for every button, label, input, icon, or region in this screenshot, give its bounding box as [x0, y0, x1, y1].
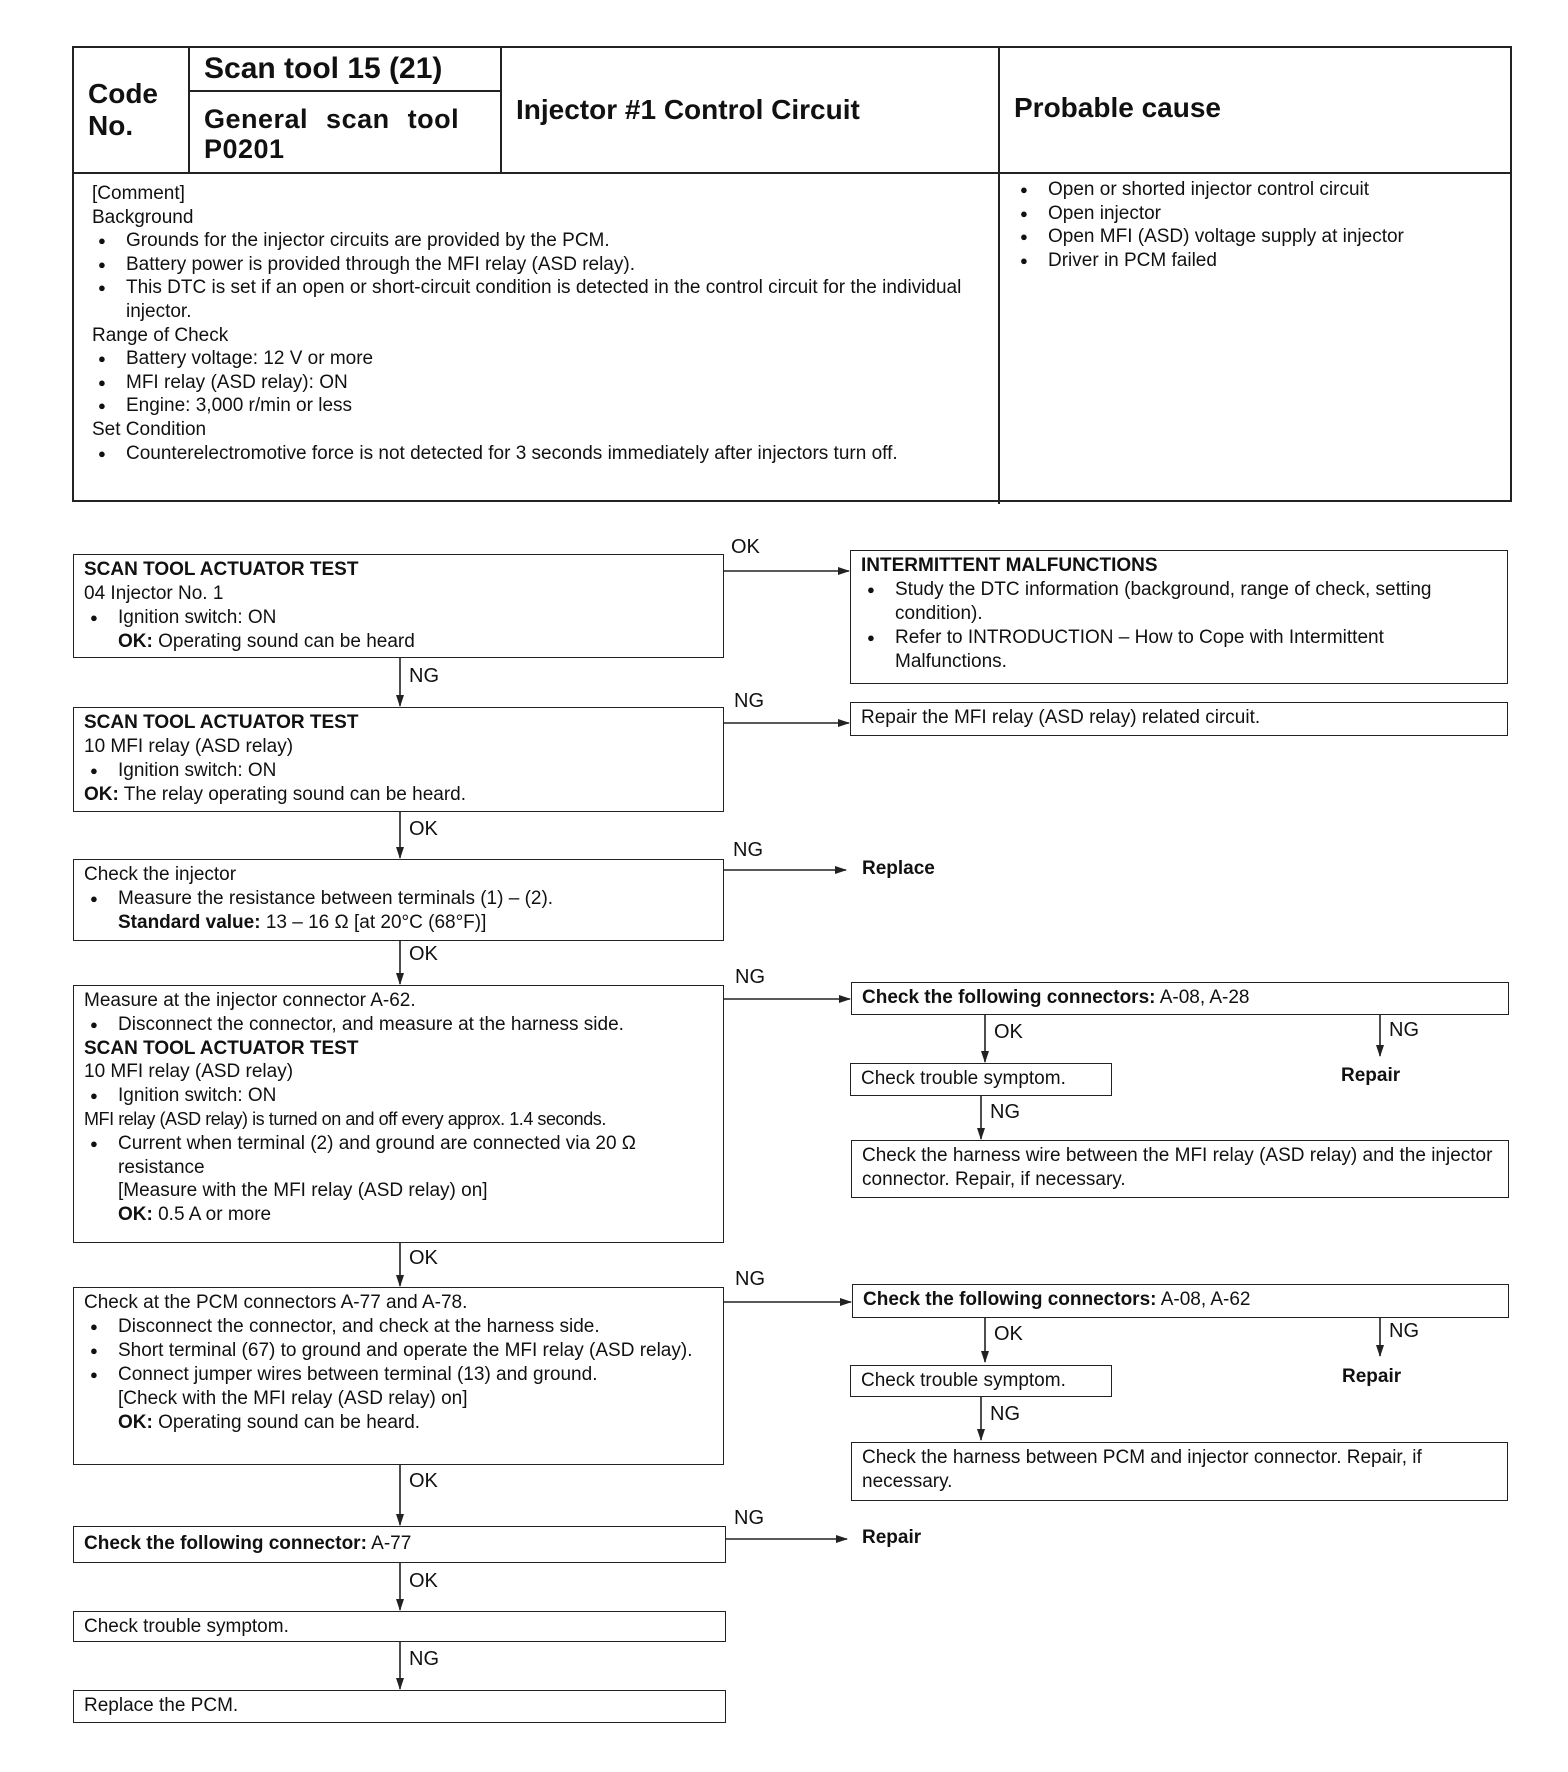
step-note: [Check with the MFI relay (ASD relay) on] — [118, 1388, 468, 1409]
replace-pcm-text: Replace the PCM. — [84, 1695, 239, 1716]
label-ok: OK — [994, 1021, 1023, 1043]
step-bullet: ● Ignition switch: ON — [84, 1084, 713, 1108]
label-ng: NG — [990, 1403, 1020, 1425]
standard-value — [84, 911, 713, 935]
step-title: SCAN TOOL ACTUATOR TEST — [84, 1037, 359, 1059]
symptom-text: Check trouble symptom. — [861, 1068, 1066, 1089]
page-title: Injector #1 Control Circuit — [516, 94, 860, 125]
intermittent-item: ● Refer to INTRODUCTION – How to Cope with Intermittent Malfunctions. — [861, 626, 1495, 674]
intermittent-malfunctions-box — [850, 550, 1508, 684]
repair-text: Repair — [1342, 1366, 1402, 1387]
check-connectors-label: Check the following connectors: — [863, 1289, 1157, 1310]
step-line: MFI relay (ASD relay) is turned on and off every approx. 1.4 seconds. — [84, 1108, 606, 1129]
ok-label: OK: — [84, 784, 119, 805]
step-line: 04 Injector No. 1 — [84, 583, 224, 604]
label-ng: NG — [733, 839, 763, 861]
label-ng: NG — [735, 1268, 765, 1290]
ok-label: OK: — [118, 1412, 153, 1433]
set-condition-item: ● Counterelectromotive force is not detected for 3 seconds immediately after injectors turn off. — [92, 442, 992, 466]
step-line: 10 MFI relay (ASD relay) — [84, 1061, 294, 1083]
intermittent-title: INTERMITTENT MALFUNCTIONS — [861, 555, 1158, 576]
ok-label: OK: — [118, 631, 153, 652]
ok-text: 0.5 A or more — [158, 1204, 272, 1226]
probable-cause-item: ● Open MFI (ASD) voltage supply at injector — [1014, 225, 1504, 249]
repair-text: Repair the MFI relay (ASD relay) related circuit. — [861, 707, 1261, 728]
step-check-pcm-connectors — [73, 1287, 724, 1465]
ok-text: Operating sound can be heard. — [158, 1412, 421, 1433]
check-connectors-a08-a28 — [851, 982, 1509, 1015]
replace-injector-text: Replace — [862, 858, 935, 879]
probable-cause-item: ● Driver in PCM failed — [1014, 249, 1504, 273]
probable-cause-title: Probable cause — [1014, 92, 1221, 123]
ok-label: OK: — [118, 1204, 153, 1226]
step-bullet: ● Connect jumper wires between terminal (13) and ground. — [84, 1363, 713, 1387]
step-replace-pcm — [73, 1690, 726, 1723]
intermittent-item: ● Study the DTC information (background, range of check, setting condition). — [861, 578, 1495, 626]
label-ok: OK — [409, 1470, 438, 1492]
probable-cause-item: ● Open or shorted injector control circuit — [1014, 178, 1504, 202]
symptom-text: Check trouble symptom. — [861, 1370, 1066, 1391]
probable-cause-item: ● Open injector — [1014, 202, 1504, 226]
label-ng: NG — [1389, 1019, 1419, 1041]
step-bullet: ● Disconnect the connector, and measure at the harness side. — [84, 1013, 713, 1037]
range-item: ● Engine: 3,000 r/min or less — [92, 394, 992, 418]
step-bullet: ● Measure the resistance between terminals (1) – (2). — [84, 887, 713, 911]
harness-text: Check the harness wire between the MFI relay (ASD relay) and the injector connector. Repair, if necessary. — [862, 1145, 1493, 1190]
step-scan-tool-injector-test — [73, 554, 724, 658]
ok-text: The relay operating sound can be heard. — [123, 784, 466, 805]
code-no-label: Code No. — [88, 78, 158, 141]
background-label: Background — [92, 206, 194, 228]
step-bullet: ● Short terminal (67) to ground and operate the MFI relay (ASD relay). — [84, 1339, 713, 1363]
label-ng: NG — [409, 1648, 439, 1670]
step-bullet: ● Disconnect the connector, and check at the harness side. — [84, 1315, 713, 1339]
standard-value-label: Standard value: — [118, 912, 261, 933]
background-item: ● This DTC is set if an open or short-circuit condition is detected in the control circuit for the individual injector. — [92, 276, 992, 323]
comment-label: [Comment] — [92, 183, 185, 204]
background-item: ● Grounds for the injector circuits are provided by the PCM. — [92, 229, 992, 253]
step-title: SCAN TOOL ACTUATOR TEST — [84, 559, 359, 580]
label-ok: OK — [994, 1323, 1023, 1345]
step-ok-criteria — [84, 630, 713, 654]
label-ng: NG — [1389, 1320, 1419, 1342]
check-trouble-symptom-a — [850, 1063, 1112, 1096]
step-title: SCAN TOOL ACTUATOR TEST — [84, 712, 359, 733]
step-title: Check the injector — [84, 864, 237, 885]
check-connector-label: Check the following connector: — [84, 1533, 367, 1554]
scan-tool-code: Scan tool 15 (21) — [204, 52, 443, 85]
range-item: ● Battery voltage: 12 V or more — [92, 347, 992, 371]
check-connectors-value: A-08, A-62 — [1160, 1289, 1251, 1310]
label-ng: NG — [409, 665, 439, 687]
label-ok: OK — [409, 1247, 438, 1269]
repair-text: Repair — [862, 1527, 922, 1548]
symptom-text: Check trouble symptom. — [84, 1616, 289, 1637]
ok-text: Operating sound can be heard — [158, 631, 415, 652]
step-line: 10 MFI relay (ASD relay) — [84, 736, 294, 757]
range-item: ● MFI relay (ASD relay): ON — [92, 371, 992, 395]
step-scan-tool-relay-test — [73, 707, 724, 812]
step-ok-criteria — [84, 1203, 713, 1227]
label-ok: OK — [731, 536, 760, 558]
check-connectors-label: Check the following connectors: — [862, 987, 1156, 1008]
standard-value-text: 13 – 16 Ω [at 20°C (68°F)] — [265, 912, 487, 933]
step-ok-criteria — [84, 783, 713, 807]
check-connector-value: A-77 — [371, 1533, 412, 1554]
general-scan-tool-code: General scan tool P0201 — [204, 104, 460, 164]
step-check-trouble-symptom — [73, 1611, 726, 1642]
label-ok: OK — [409, 943, 438, 965]
check-harness-pcm-box — [851, 1442, 1508, 1501]
harness-text: Check the harness between PCM and injector connector. Repair, if necessary. — [862, 1447, 1422, 1492]
label-ng: NG — [734, 690, 764, 712]
label-ng: NG — [735, 966, 765, 988]
label-ok: OK — [409, 1570, 438, 1592]
repair-relay-circuit-box — [850, 702, 1508, 736]
label-ng: NG — [990, 1101, 1020, 1123]
step-ok-criteria — [84, 1411, 713, 1435]
step-check-connector-a77 — [73, 1526, 726, 1563]
repair-text: Repair — [1341, 1065, 1401, 1086]
step-check-injector — [73, 859, 724, 941]
label-ng: NG — [734, 1507, 764, 1529]
check-harness-wire-box — [851, 1140, 1509, 1198]
step-bullet: ● Ignition switch: ON — [84, 606, 713, 630]
step-bullet: ● Current when terminal (2) and ground are connected via 20 Ω resistance — [84, 1132, 713, 1180]
check-trouble-symptom-b — [850, 1365, 1112, 1397]
check-connectors-value: A-08, A-28 — [1159, 987, 1250, 1008]
step-bullet: ● Ignition switch: ON — [84, 759, 713, 783]
label-ok: OK — [409, 818, 438, 840]
step-line: Check at the PCM connectors A-77 and A-78. — [84, 1292, 468, 1313]
background-item: ● Battery power is provided through the MFI relay (ASD relay). — [92, 253, 992, 277]
step-line: Measure at the injector connector A-62. — [84, 990, 416, 1011]
range-label: Range of Check — [92, 324, 229, 346]
set-condition-label: Set Condition — [92, 418, 207, 440]
step-note: [Measure with the MFI relay (ASD relay) on] — [118, 1180, 488, 1202]
check-connectors-a08-a62 — [852, 1284, 1509, 1318]
step-measure-injector-connector — [73, 985, 724, 1243]
